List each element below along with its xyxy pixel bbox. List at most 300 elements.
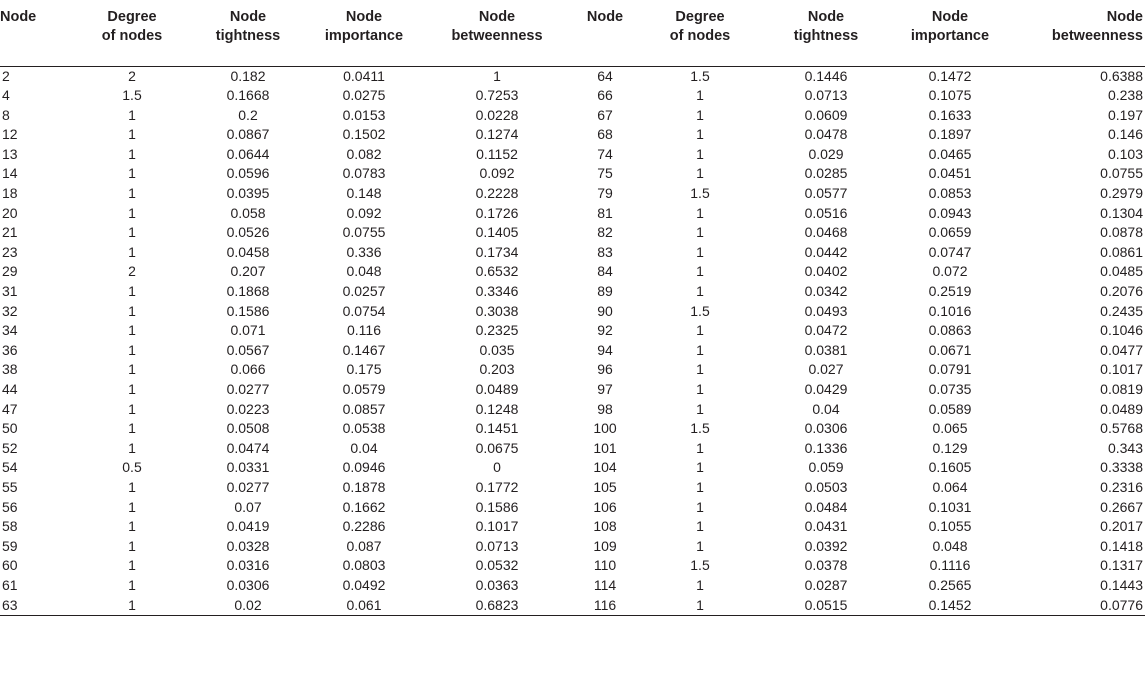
cell-node: 21 [2,224,18,241]
cell-importance: 0.2519 [928,283,972,300]
cell-degree: 1 [128,400,136,417]
cell-importance: 0.048 [932,537,968,554]
header-label-line: Node [478,9,516,25]
table-row [0,400,1145,420]
cell-tightness: 0.07 [234,498,262,515]
cell-betweenness: 0.2979 [1100,185,1143,202]
cell-tightness: 0.1668 [226,87,270,104]
cell-tightness: 0.0484 [804,498,848,515]
cell-betweenness: 0.3346 [475,283,519,300]
cell-degree: 1 [128,518,136,535]
cell-tightness: 0.0277 [226,381,270,397]
cell-node: 52 [2,439,18,456]
header-node-importance-2 [890,0,1010,66]
cell-importance: 0.1031 [928,498,972,515]
cell-tightness: 0.0306 [226,576,270,593]
table-row [0,262,1145,282]
cell-tightness: 0.0508 [226,420,270,437]
cell-node: 66 [597,87,613,104]
cell-node: 92 [597,322,613,339]
cell-tightness: 0.0516 [804,204,848,221]
header-node [0,0,74,66]
header-node-betweenness-2 [1010,0,1145,66]
cell-tightness: 0.0503 [804,478,848,495]
cell-node: 81 [597,204,613,221]
cell-tightness: 0.0474 [226,439,270,456]
cell-degree: 1 [696,87,704,104]
cell-node: 63 [0,596,74,616]
cell-node: 97 [597,381,613,397]
cell-importance: 0.1467 [342,341,386,358]
table-row [0,498,1145,518]
cell-tightness: 0.0287 [804,576,848,593]
cell-tightness: 0.0381 [804,341,848,358]
cell-betweenness: 0.1304 [1100,204,1143,221]
cell-tightness: 0.0285 [804,165,848,182]
cell-betweenness: 0.1017 [475,518,519,535]
cell-importance: 0.0411 [343,67,385,84]
cell-tightness: 0.0395 [226,185,270,202]
cell-degree: 1 [696,126,704,143]
cell-degree: 1 [696,478,704,495]
cell-betweenness: 0.6388 [1100,67,1143,84]
cell-importance: 0.0754 [342,302,386,319]
cell-tightness: 0.0223 [226,400,270,417]
cell-betweenness: 0.0489 [1100,400,1143,417]
header-label-line: Node [1106,9,1143,25]
cell-importance: 0.0492 [342,576,386,593]
table-row [0,596,1145,616]
cell-importance: 0.1016 [928,302,972,319]
cell-betweenness: 0.0819 [1100,381,1143,397]
cell-importance: 0.148 [346,185,382,202]
cell-degree: 1.5 [690,302,710,319]
cell-degree: 1 [696,459,704,476]
cell-betweenness: 0.1017 [1100,361,1143,378]
cell-degree: 1 [696,381,704,397]
cell-degree: 1 [696,518,704,535]
cell-degree: 1 [128,185,136,202]
table-row [0,145,1145,165]
cell-tightness: 0.0442 [804,243,848,260]
table-row [0,478,1145,498]
cell-importance: 0.0451 [928,165,972,182]
header-label-line: Node [586,9,624,25]
cell-importance: 0.1472 [928,67,972,84]
cell-node: 34 [2,322,18,339]
cell-node: 36 [2,341,18,358]
cell-importance: 0.1055 [928,518,972,535]
cell-node: 59 [2,537,18,554]
header-node-tightness [190,0,306,66]
cell-degree: 1 [128,224,136,241]
cell-betweenness: 0.1317 [1100,557,1143,574]
cell-degree: 1 [128,478,136,495]
cell-importance: 0.0538 [342,420,386,437]
cell-node: 61 [2,576,18,593]
table-row [0,341,1145,361]
cell-betweenness: 0.1274 [475,126,519,143]
header-label-line: betweenness [451,28,543,44]
cell-node: 60 [2,557,18,574]
cell-degree: 1 [696,204,704,221]
table-row [0,125,1145,145]
cell-importance: 0.0803 [342,557,386,574]
cell-node: 116 [572,596,638,616]
cell-importance: 0.0659 [928,224,972,241]
header-label-line: tightness [793,28,859,44]
cell-node: 56 [2,498,18,515]
cell-node: 29 [2,263,18,280]
cell-betweenness: 0.0675 [475,439,519,456]
cell-node: 105 [593,478,617,495]
cell-importance: 0.04 [350,439,378,456]
cell-importance: 0.1662 [342,498,386,515]
cell-node: 108 [593,518,617,535]
cell-degree: 1 [696,224,704,241]
cell-tightness: 0.027 [808,361,844,378]
cell-degree: 1 [128,302,136,319]
cell-degree: 1.5 [690,185,710,202]
cell-degree: 1 [128,361,136,378]
cell-betweenness: 0.2017 [1100,518,1143,535]
cell-tightness: 0.0402 [804,263,848,280]
cell-node: 58 [2,518,18,535]
cell-importance: 0.0465 [928,145,972,162]
cell-betweenness: 0.146 [1107,126,1143,143]
cell-importance: 0.336 [346,243,382,260]
header-label-line: Degree [107,9,157,25]
cell-betweenness: 0.2076 [1100,283,1143,300]
header-node-2 [572,0,638,66]
cell-node: 94 [597,341,613,358]
table-row [0,282,1145,302]
cell-tightness: 0.2 [238,106,258,123]
table-row [0,321,1145,341]
cell-degree: 1 [638,596,762,616]
header-label-line: Node [345,9,383,25]
header-label-line: Degree [675,9,725,25]
table-row [0,380,1145,400]
cell-betweenness: 0.1451 [475,420,519,437]
cell-betweenness: 0.6823 [422,596,572,616]
table-body [0,66,1145,616]
cell-node: 67 [597,106,613,123]
cell-betweenness: 1 [493,67,501,84]
cell-tightness: 0.02 [190,596,306,616]
header-row [0,0,1145,66]
cell-betweenness: 0.1772 [475,478,519,495]
cell-importance: 0.082 [346,145,382,162]
cell-betweenness: 0.1248 [475,400,519,417]
cell-tightness: 0.0431 [804,518,848,535]
table-row [0,302,1145,322]
cell-node: 20 [2,204,18,221]
cell-node: 79 [597,185,613,202]
cell-tightness: 0.0577 [804,185,848,202]
cell-degree: 1 [128,126,136,143]
cell-node: 82 [597,224,613,241]
cell-node: 89 [597,283,613,300]
table-row [0,360,1145,380]
table-row [0,204,1145,224]
cell-importance: 0.175 [346,361,382,378]
cell-node: 74 [597,145,613,162]
cell-degree: 1 [128,283,136,300]
table-row [0,66,1145,86]
cell-tightness: 0.0867 [226,126,270,143]
cell-tightness: 0.207 [230,263,266,280]
cell-importance: 0.1502 [342,126,386,143]
cell-tightness: 0.0458 [226,243,270,260]
cell-node: 12 [2,126,18,143]
cell-importance: 0.1116 [929,557,971,574]
cell-tightness: 0.1868 [226,283,270,300]
cell-tightness: 0.182 [230,67,266,84]
header-label-line: of nodes [101,28,163,44]
cell-node: 64 [597,67,613,84]
cell-betweenness: 0.0878 [1100,224,1143,241]
cell-tightness: 0.0596 [226,165,270,182]
cell-importance: 0.0946 [342,459,386,476]
cell-degree: 1 [696,322,704,339]
cell-node: 104 [593,459,617,476]
cell-tightness: 0.0644 [226,145,270,162]
table-header [0,0,1145,66]
table-row [0,439,1145,459]
cell-degree: 1 [128,557,136,574]
cell-importance: 0.1897 [928,126,972,143]
table-row [0,106,1145,126]
cell-betweenness: 0 [493,459,501,476]
header-label-line: tightness [215,28,281,44]
cell-degree: 1 [128,381,136,397]
cell-tightness: 0.0429 [804,381,848,397]
cell-betweenness: 0.0363 [475,576,519,593]
cell-degree: 1 [128,341,136,358]
cell-betweenness: 0.7253 [475,87,519,104]
cell-importance: 0.129 [932,439,968,456]
cell-betweenness: 0.203 [479,361,515,378]
cell-node: 106 [593,498,617,515]
cell-node: 50 [2,420,18,437]
cell-importance: 0.0589 [928,400,972,417]
cell-degree: 1 [696,165,704,182]
cell-tightness: 0.1586 [226,302,270,319]
cell-degree: 1 [696,498,704,515]
header-node-tightness-2 [762,0,890,66]
cell-betweenness: 0.1405 [475,224,519,241]
cell-betweenness: 0.6532 [475,263,519,280]
table-row [0,537,1145,557]
cell-importance: 0.116 [347,322,381,339]
cell-degree: 1.5 [690,420,710,437]
cell-degree: 1 [696,263,704,280]
header-node-betweenness [422,0,572,66]
table-row [0,223,1145,243]
cell-betweenness: 0.0713 [475,537,519,554]
cell-betweenness: 0.092 [479,165,515,182]
cell-node: 44 [2,381,18,397]
cell-betweenness: 0.3338 [1100,459,1143,476]
cell-node: 18 [2,185,18,202]
cell-tightness: 0.0493 [804,302,848,319]
cell-degree: 1 [696,106,704,123]
cell-betweenness: 0.1586 [475,498,519,515]
table-row [0,164,1145,184]
cell-node: 98 [597,400,613,417]
cell-node: 54 [2,459,18,476]
cell-degree: 2 [128,263,136,280]
cell-degree: 1 [74,596,190,616]
cell-importance: 0.0791 [928,361,972,378]
cell-importance: 0.2286 [342,518,386,535]
cell-betweenness: 0.0776 [1010,596,1145,616]
cell-node: 110 [593,557,617,574]
cell-node: 68 [597,126,613,143]
cell-node: 8 [2,106,10,123]
cell-importance: 0.1633 [928,106,972,123]
cell-node: 109 [593,537,617,554]
cell-betweenness: 0.2325 [475,322,519,339]
cell-degree: 1.5 [690,67,710,84]
cell-betweenness: 0.035 [479,341,515,358]
cell-tightness: 0.1446 [804,67,848,84]
cell-degree: 1 [128,243,136,260]
cell-tightness: 0.0515 [762,596,890,616]
cell-betweenness: 0.2316 [1100,478,1143,495]
cell-node: 38 [2,361,18,378]
cell-degree: 1 [128,204,136,221]
cell-degree: 1 [128,439,136,456]
cell-tightness: 0.0609 [804,106,848,123]
header-degree-of-nodes-2 [638,0,762,66]
cell-importance: 0.0579 [342,381,386,397]
cell-importance: 0.0671 [928,341,972,358]
cell-tightness: 0.0472 [804,322,848,339]
table-row [0,517,1145,537]
header-node-importance [306,0,422,66]
header-label-line: Node [0,9,37,25]
cell-betweenness: 0.197 [1107,106,1143,123]
cell-node: 32 [2,302,18,319]
cell-betweenness: 0.2667 [1100,498,1143,515]
cell-degree: 1 [696,283,704,300]
cell-betweenness: 0.3038 [475,302,519,319]
cell-betweenness: 0.5768 [1100,420,1143,437]
cell-node: 4 [2,87,10,104]
cell-tightness: 0.0342 [804,283,848,300]
cell-betweenness: 0.1152 [476,145,518,162]
cell-importance: 0.0863 [928,322,972,339]
cell-betweenness: 0.1726 [475,204,519,221]
cell-importance: 0.0275 [342,87,386,104]
cell-tightness: 0.0526 [226,224,270,241]
cell-node: 96 [597,361,613,378]
cell-betweenness: 0.2435 [1100,302,1143,319]
cell-tightness: 0.0277 [226,478,270,495]
cell-betweenness: 0.2228 [475,185,519,202]
cell-degree: 1 [696,439,704,456]
cell-betweenness: 0.0861 [1100,243,1143,260]
cell-betweenness: 0.343 [1107,439,1143,456]
cell-node: 114 [593,576,617,593]
cell-importance: 0.087 [346,537,382,554]
cell-tightness: 0.0378 [804,557,848,574]
cell-betweenness: 0.0489 [475,381,519,397]
cell-degree: 1 [128,537,136,554]
cell-importance: 0.1878 [342,478,386,495]
table-row [0,576,1145,596]
cell-betweenness: 0.0228 [475,106,519,123]
cell-tightness: 0.0306 [804,420,848,437]
cell-importance: 0.1075 [928,87,972,104]
cell-betweenness: 0.238 [1107,87,1143,104]
cell-betweenness: 0.0485 [1100,263,1143,280]
cell-node: 84 [597,263,613,280]
cell-betweenness: 0.0755 [1100,165,1143,182]
cell-degree: 1 [128,165,136,182]
cell-degree: 0.5 [122,459,142,476]
cell-node: 13 [2,145,18,162]
cell-degree: 1 [696,341,704,358]
cell-importance: 0.2565 [928,576,972,593]
cell-node: 90 [597,302,613,319]
header-label-line: importance [324,28,404,44]
cell-node: 101 [593,439,617,456]
cell-degree: 1 [128,420,136,437]
cell-betweenness: 0.103 [1107,145,1143,162]
cell-importance: 0.064 [932,478,968,495]
cell-tightness: 0.0713 [804,87,848,104]
cell-degree: 1 [696,400,704,417]
cell-importance: 0.1452 [890,596,1010,616]
cell-betweenness: 0.1418 [1100,537,1143,554]
header-label-line: Node [229,9,267,25]
cell-importance: 0.0153 [342,106,386,123]
cell-node: 47 [2,400,18,417]
cell-tightness: 0.058 [230,204,266,221]
header-label-line: Node [931,9,969,25]
cell-tightness: 0.0328 [226,537,270,554]
cell-node: 75 [597,165,613,182]
table-row [0,86,1145,106]
cell-degree: 2 [128,67,136,84]
cell-importance: 0.0747 [928,243,972,260]
cell-tightness: 0.04 [812,400,840,417]
cell-tightness: 0.066 [230,361,266,378]
cell-tightness: 0.059 [808,459,844,476]
cell-node: 23 [2,243,18,260]
cell-tightness: 0.0316 [226,557,270,574]
cell-degree: 1 [696,537,704,554]
table-row [0,419,1145,439]
cell-betweenness: 0.1734 [475,243,519,260]
cell-degree: 1 [696,361,704,378]
cell-importance: 0.0755 [342,224,386,241]
cell-degree: 1 [128,498,136,515]
header-label-line: importance [910,28,990,44]
cell-importance: 0.0857 [342,400,386,417]
table-row [0,243,1145,263]
table-row [0,458,1145,478]
cell-tightness: 0.0478 [804,126,848,143]
cell-node: 2 [2,67,10,84]
cell-degree: 1 [128,145,136,162]
cell-degree: 1 [128,322,136,339]
cell-degree: 1 [696,145,704,162]
cell-tightness: 0.029 [808,145,844,162]
